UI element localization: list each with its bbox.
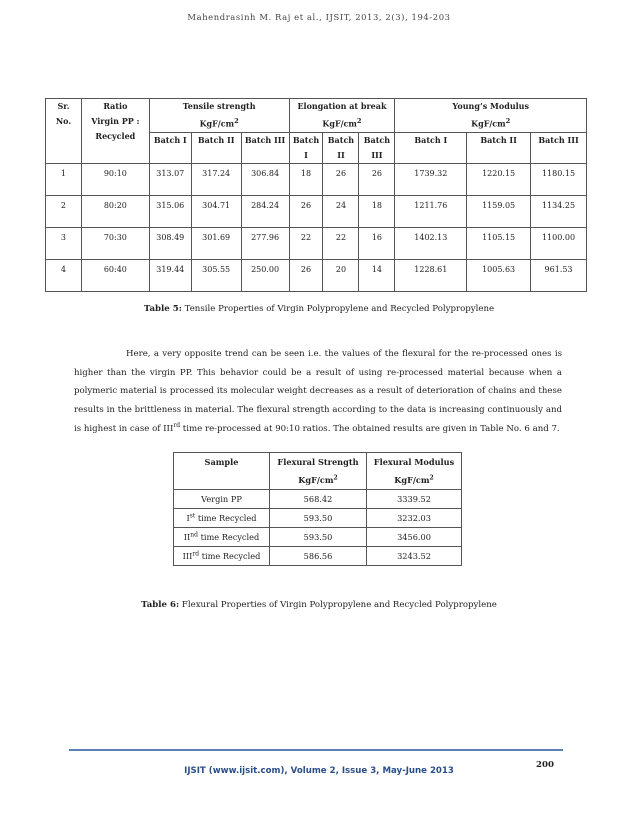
cell-value: 284.24 bbox=[241, 195, 289, 227]
col-header-ratio bbox=[81, 99, 149, 164]
cell-value: 250.00 bbox=[241, 259, 289, 291]
cell-ratio: 90:10 bbox=[81, 163, 149, 195]
cell-value: 308.49 bbox=[149, 227, 191, 259]
batch-header: Batch I bbox=[395, 132, 467, 163]
cell-value: 319.44 bbox=[149, 259, 191, 291]
col-header-sample: Sample bbox=[174, 453, 270, 490]
paragraph-sup: rd bbox=[173, 421, 181, 429]
table-5-caption bbox=[0, 304, 638, 314]
group-header-youngs-modulus: Young’s Modulus KgF/$cm^2$ bbox=[395, 99, 587, 133]
paragraph-text-end: time re-processed at 90:10 ratios. The obtained results are given in Table No. 6 and 7. bbox=[180, 423, 560, 434]
footer-divider bbox=[69, 749, 563, 751]
cell-value: 315.06 bbox=[149, 195, 191, 227]
table-row bbox=[46, 195, 587, 227]
cell-value: 1220.15 bbox=[467, 163, 531, 195]
cell-value: 1739.32 bbox=[395, 163, 467, 195]
cell-value: 1211.76 bbox=[395, 195, 467, 227]
cell-value: 26 bbox=[289, 259, 323, 291]
cell-modulus: 3339.52 bbox=[367, 490, 462, 509]
cell-value: 301.69 bbox=[191, 227, 241, 259]
cell-modulus: 3243.52 bbox=[367, 547, 462, 566]
cell-strength: 568.42 bbox=[270, 490, 367, 509]
caption-label: Table 6: bbox=[141, 600, 180, 610]
batch-header: Batch II bbox=[467, 132, 531, 163]
table-5-tensile-properties bbox=[45, 98, 587, 292]
table-row bbox=[174, 528, 462, 547]
cell-value: 1402.13 bbox=[395, 227, 467, 259]
cell-ratio: 60:40 bbox=[81, 259, 149, 291]
cell-value: 18 bbox=[359, 195, 395, 227]
cell-sr: 4 bbox=[46, 259, 82, 291]
cell-sample: IIIrd time Recycled bbox=[174, 547, 270, 566]
cell-value: 14 bbox=[359, 259, 395, 291]
batch-header: Batch I bbox=[289, 132, 323, 163]
batch-header: Batch III bbox=[531, 132, 587, 163]
cell-strength: 593.50 bbox=[270, 528, 367, 547]
body-paragraph bbox=[74, 345, 562, 439]
cell-value: 1005.63 bbox=[467, 259, 531, 291]
table-row bbox=[174, 509, 462, 528]
cell-ratio: 70:30 bbox=[81, 227, 149, 259]
cell-value: 20 bbox=[323, 259, 359, 291]
cell-sr: 3 bbox=[46, 227, 82, 259]
group-header-elongation: Elongation at break KgF/$cm^2$ bbox=[289, 99, 395, 133]
cell-value: 1100.00 bbox=[531, 227, 587, 259]
caption-text: Flexural Properties of Virgin Polypropylene and Recycled Polypropylene bbox=[179, 600, 497, 610]
col-header-flexural-strength: Flexural Strength KgF/$cm^2$ bbox=[270, 453, 367, 490]
table-row bbox=[46, 259, 587, 291]
cell-value: 313.07 bbox=[149, 163, 191, 195]
cell-value: 305.55 bbox=[191, 259, 241, 291]
cell-value: 1159.05 bbox=[467, 195, 531, 227]
batch-header: Batch III bbox=[241, 132, 289, 163]
ratio-line-2: Virgin PP : bbox=[91, 116, 140, 126]
batch-header: Batch III bbox=[359, 132, 395, 163]
ratio-line-1: Ratio bbox=[103, 101, 128, 111]
cell-modulus: 3232.03 bbox=[367, 509, 462, 528]
cell-sample: Ist time Recycled bbox=[174, 509, 270, 528]
cell-value: 1105.15 bbox=[467, 227, 531, 259]
cell-value: 22 bbox=[289, 227, 323, 259]
caption-label: Table 5: bbox=[143, 304, 182, 314]
cell-value: 24 bbox=[323, 195, 359, 227]
table-6-caption bbox=[0, 600, 638, 610]
cell-value: 22 bbox=[323, 227, 359, 259]
page-number: 200 bbox=[536, 760, 554, 770]
cell-strength: 586.56 bbox=[270, 547, 367, 566]
cell-value: 1228.61 bbox=[395, 259, 467, 291]
cell-modulus: 3456.00 bbox=[367, 528, 462, 547]
cell-value: 1134.25 bbox=[531, 195, 587, 227]
cell-ratio: 80:20 bbox=[81, 195, 149, 227]
cell-value: 26 bbox=[289, 195, 323, 227]
cell-sample: IInd time Recycled bbox=[174, 528, 270, 547]
ratio-line-3: Recycled bbox=[95, 131, 136, 141]
cell-value: 26 bbox=[323, 163, 359, 195]
cell-value: 306.84 bbox=[241, 163, 289, 195]
cell-sr: 2 bbox=[46, 195, 82, 227]
caption-text: Tensile Properties of Virgin Polypropylene and Recycled Polypropylene bbox=[181, 304, 495, 314]
running-header: Mahendrasinh M. Raj et al., IJSIT, 2013, 2(3), 194-203 bbox=[187, 12, 451, 22]
cell-strength: 593.50 bbox=[270, 509, 367, 528]
batch-header: Batch II bbox=[323, 132, 359, 163]
table-row bbox=[46, 163, 587, 195]
cell-value: 317.24 bbox=[191, 163, 241, 195]
cell-sample: Vergin PP bbox=[174, 490, 270, 509]
group-header-tensile: Tensile strength KgF/$cm^2$ bbox=[149, 99, 289, 133]
batch-header: Batch I bbox=[149, 132, 191, 163]
cell-value: 961.53 bbox=[531, 259, 587, 291]
col-header-sr: Sr. No. bbox=[46, 99, 82, 164]
table-6-flexural-properties bbox=[173, 452, 462, 566]
batch-header: Batch II bbox=[191, 132, 241, 163]
cell-value: 26 bbox=[359, 163, 395, 195]
col-header-flexural-modulus: Flexural Modulus KgF/$cm^2$ bbox=[367, 453, 462, 490]
table-row bbox=[46, 227, 587, 259]
table-row bbox=[174, 547, 462, 566]
journal-footer: IJSIT (www.ijsit.com), Volume 2, Issue 3, May-June 2013 bbox=[184, 766, 454, 776]
cell-value: 304.71 bbox=[191, 195, 241, 227]
cell-value: 1180.15 bbox=[531, 163, 587, 195]
table-row bbox=[174, 490, 462, 509]
cell-value: 18 bbox=[289, 163, 323, 195]
cell-value: 277.96 bbox=[241, 227, 289, 259]
paragraph-text: Here, a very opposite trend can be seen i.e. the values of the flexural for the re-processed ones is higher than the virgin PP. This behavior could be a result of using re-processed material because when a polymeric material is processed its molecular weight decreases as a result of deterioration of chains and these results in the brittleness in material. The flexural strength according to the data is increasing continuously and is highest in case of III bbox=[74, 349, 562, 434]
cell-value: 16 bbox=[359, 227, 395, 259]
cell-sr: 1 bbox=[46, 163, 82, 195]
